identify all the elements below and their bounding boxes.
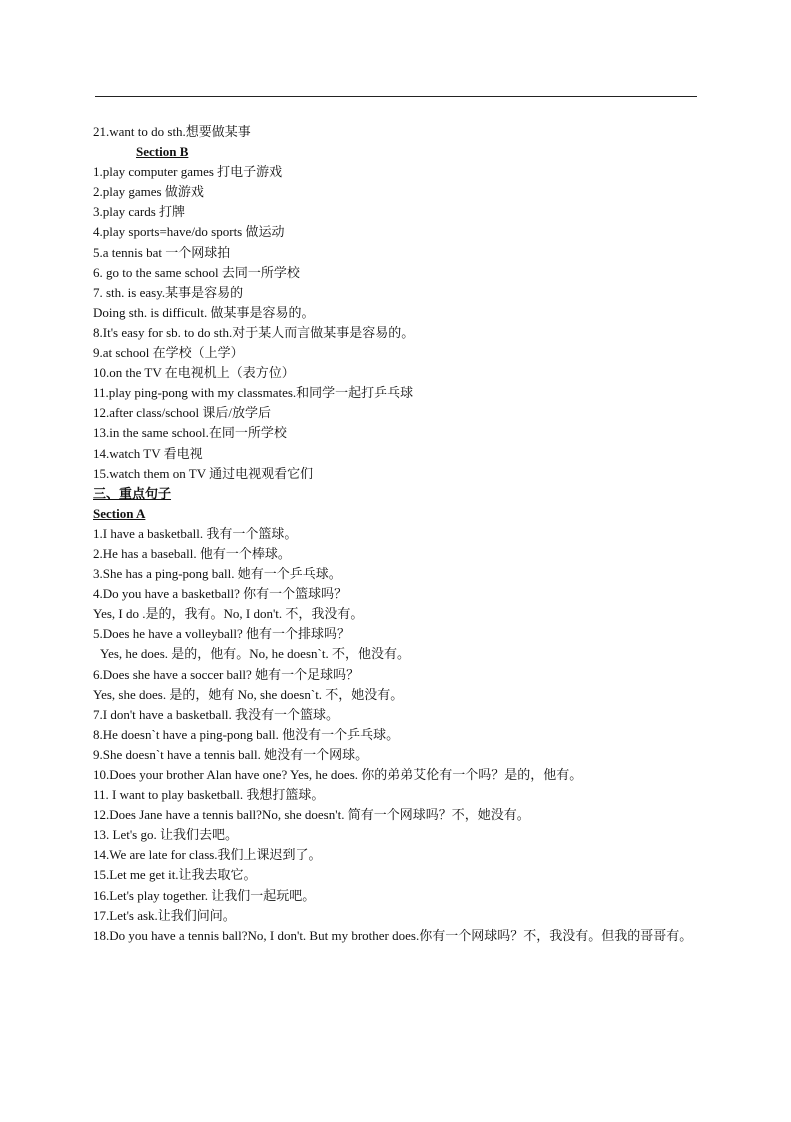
text-line: 15.watch them on TV 通过电视观看它们 bbox=[93, 465, 314, 481]
text-line: Doing sth. is difficult. 做某事是容易的。 bbox=[93, 304, 315, 320]
text-line: 15.Let me get it.让我去取它。 bbox=[93, 867, 257, 883]
text-line: 7.I don't have a basketball. 我没有一个篮球。 bbox=[93, 706, 340, 722]
text-line: 10.on the TV 在电视机上（表方位） bbox=[93, 365, 295, 381]
text-line: 17.Let's ask.让我们问问。 bbox=[93, 907, 236, 923]
text-line: 2.He has a baseball. 他有一个棒球。 bbox=[93, 545, 291, 561]
text-line: 3.play cards 打牌 bbox=[93, 204, 186, 220]
text-line: 5.a tennis bat 一个网球拍 bbox=[93, 244, 231, 260]
text-line: 8.He doesn`t have a ping-pong ball. 他没有一个乒乓球。 bbox=[93, 726, 400, 742]
text-line: 6. go to the same school 去同一所学校 bbox=[93, 264, 300, 280]
text-line: 10.Does your brother Alan have one? Yes, he does. 你的弟弟艾伦有一个吗？是的，他有。 bbox=[93, 767, 583, 782]
text-line: Yes, she does. 是的，她有 No, she doesn`t. 不，她没有。 bbox=[93, 686, 404, 702]
text-line: 7. sth. is easy.某事是容易的 bbox=[93, 284, 244, 300]
text-line: 1.I have a basketball. 我有一个篮球。 bbox=[93, 525, 298, 541]
text-line: 14.watch TV 看电视 bbox=[93, 445, 203, 461]
text-line: 12.Does Jane have a tennis ball?No, she doesn't. 简有一个网球吗？不，她没有。 bbox=[93, 807, 530, 823]
text-line: 16.Let's play together. 让我们一起玩吧。 bbox=[93, 887, 316, 903]
text-line: 12.after class/school 课后/放学后 bbox=[93, 405, 271, 421]
document-body bbox=[93, 122, 703, 946]
section-heading: Section B bbox=[136, 144, 189, 160]
text-line: 13.in the same school.在同一所学校 bbox=[93, 425, 287, 441]
text-line: 11.play ping-pong with my classmates.和同学一起打乒乓球 bbox=[93, 385, 414, 401]
text-line: 4.Do you have a basketball? 你有一个篮球吗？ bbox=[93, 586, 348, 602]
text-line: Yes, he does. 是的，他有。No, he doesn`t. 不，他没有。 bbox=[100, 646, 410, 662]
header-rule bbox=[95, 96, 697, 97]
text-line: Yes, I do .是的，我有。No, I don't. 不，我没有。 bbox=[93, 606, 364, 622]
text-line: 14.We are late for class.我们上课迟到了。 bbox=[93, 847, 322, 863]
text-line: 8.It's easy for sb. to do sth.对于某人而言做某事是容易的。 bbox=[93, 324, 415, 340]
text-line: 11. I want to play basketball. 我想打篮球。 bbox=[93, 787, 325, 803]
text-line: 13. Let's go. 让我们去吧。 bbox=[93, 827, 238, 843]
text-line: 2.play games 做游戏 bbox=[93, 184, 204, 200]
section-heading: 三、重点句子 bbox=[93, 485, 172, 501]
text-line: 6.Does she have a soccer ball? 她有一个足球吗？ bbox=[93, 666, 360, 682]
text-line: 4.play sports=have/do sports 做运动 bbox=[93, 224, 285, 240]
text-line: 9.at school 在学校（上学） bbox=[93, 345, 244, 361]
text-line: 5.Does he have a volleyball? 他有一个排球吗？ bbox=[93, 626, 351, 642]
text-line: 18.Do you have a tennis ball?No, I don't. But my brother does.你有一个网球吗？不，我没有。但我的哥哥有。 bbox=[93, 927, 693, 943]
section-heading: Section A bbox=[93, 505, 146, 521]
text-line: 9.She doesn`t have a tennis ball. 她没有一个网球。 bbox=[93, 746, 369, 762]
text-line: 1.play computer games 打电子游戏 bbox=[93, 164, 283, 180]
text-line: 3.She has a ping-pong ball. 她有一个乒乓球。 bbox=[93, 566, 342, 582]
text-line: 21.want to do sth.想要做某事 bbox=[93, 124, 251, 139]
